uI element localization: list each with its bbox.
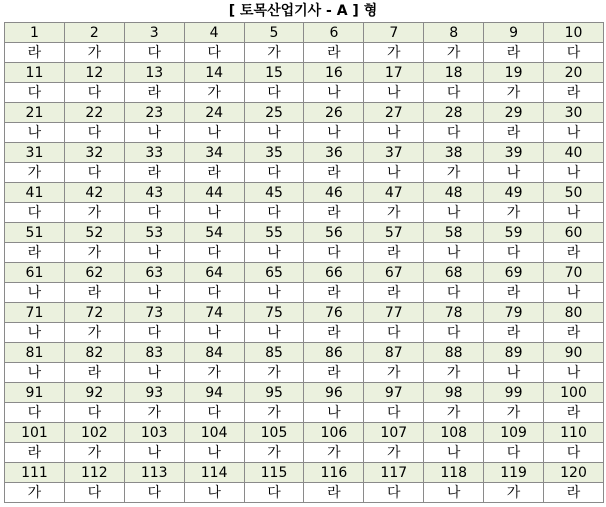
question-number-row xyxy=(5,423,604,443)
question-number-cell: 101 xyxy=(5,423,65,443)
question-number-cell: 68 xyxy=(424,263,484,283)
question-number-cell: 46 xyxy=(304,183,364,203)
question-number-cell: 117 xyxy=(364,463,424,483)
answer-cell: 가 xyxy=(364,443,424,463)
question-number-cell: 69 xyxy=(484,263,544,283)
answer-cell: 나 xyxy=(244,243,304,263)
question-number-cell: 9 xyxy=(484,23,544,43)
answer-cell: 라 xyxy=(544,483,604,503)
question-number-cell: 61 xyxy=(5,263,65,283)
answer-cell: 라 xyxy=(484,323,544,343)
question-number-cell: 17 xyxy=(364,63,424,83)
answer-cell: 다 xyxy=(244,83,304,103)
answer-row xyxy=(5,283,604,303)
answer-cell: 가 xyxy=(244,403,304,423)
answer-cell: 라 xyxy=(304,283,364,303)
answer-cell: 나 xyxy=(364,83,424,103)
question-number-row xyxy=(5,463,604,483)
answer-cell: 라 xyxy=(304,163,364,183)
question-number-cell: 75 xyxy=(244,303,304,323)
answer-cell: 나 xyxy=(544,123,604,143)
question-number-cell: 111 xyxy=(5,463,65,483)
question-number-cell: 56 xyxy=(304,223,364,243)
question-number-cell: 49 xyxy=(484,183,544,203)
answer-cell: 나 xyxy=(124,123,184,143)
answer-cell: 가 xyxy=(64,443,124,463)
answer-cell: 라 xyxy=(184,163,244,183)
answer-cell: 라 xyxy=(484,283,544,303)
question-number-cell: 96 xyxy=(304,383,364,403)
answer-cell: 다 xyxy=(304,243,364,263)
answer-row xyxy=(5,123,604,143)
answer-cell: 다 xyxy=(544,443,604,463)
question-number-cell: 73 xyxy=(124,303,184,323)
question-number-cell: 92 xyxy=(64,383,124,403)
question-number-cell: 57 xyxy=(364,223,424,243)
answer-cell: 라 xyxy=(544,403,604,423)
answer-cell: 가 xyxy=(64,43,124,63)
answer-cell: 다 xyxy=(184,283,244,303)
question-number-cell: 45 xyxy=(244,183,304,203)
question-number-cell: 93 xyxy=(124,383,184,403)
answer-cell: 라 xyxy=(364,283,424,303)
answer-key-table xyxy=(4,22,604,503)
answer-cell: 다 xyxy=(64,123,124,143)
question-number-row xyxy=(5,223,604,243)
answer-cell: 라 xyxy=(304,203,364,223)
question-number-cell: 60 xyxy=(544,223,604,243)
answer-cell: 나 xyxy=(424,243,484,263)
answer-cell: 나 xyxy=(424,443,484,463)
question-number-row xyxy=(5,63,604,83)
answer-cell: 라 xyxy=(544,83,604,103)
question-number-cell: 53 xyxy=(124,223,184,243)
question-number-cell: 120 xyxy=(544,463,604,483)
answer-row xyxy=(5,203,604,223)
question-number-cell: 39 xyxy=(484,143,544,163)
answer-cell: 나 xyxy=(244,123,304,143)
answer-cell: 다 xyxy=(424,323,484,343)
question-number-cell: 29 xyxy=(484,103,544,123)
answer-cell: 나 xyxy=(544,283,604,303)
question-number-cell: 102 xyxy=(64,423,124,443)
answer-cell: 다 xyxy=(124,323,184,343)
answer-cell: 가 xyxy=(484,83,544,103)
question-number-cell: 66 xyxy=(304,263,364,283)
question-number-cell: 91 xyxy=(5,383,65,403)
question-number-cell: 27 xyxy=(364,103,424,123)
answer-cell: 나 xyxy=(184,323,244,343)
answer-cell: 나 xyxy=(124,443,184,463)
answer-cell: 다 xyxy=(544,43,604,63)
answer-row xyxy=(5,403,604,423)
question-number-cell: 97 xyxy=(364,383,424,403)
answer-cell: 나 xyxy=(304,83,364,103)
question-number-cell: 2 xyxy=(64,23,124,43)
answer-cell: 나 xyxy=(304,403,364,423)
question-number-cell: 109 xyxy=(484,423,544,443)
question-number-cell: 15 xyxy=(244,63,304,83)
question-number-row xyxy=(5,263,604,283)
question-number-cell: 88 xyxy=(424,343,484,363)
question-number-cell: 80 xyxy=(544,303,604,323)
question-number-cell: 51 xyxy=(5,223,65,243)
answer-cell: 라 xyxy=(5,43,65,63)
question-number-cell: 90 xyxy=(544,343,604,363)
answer-cell: 나 xyxy=(364,123,424,143)
answer-cell: 다 xyxy=(124,483,184,503)
question-number-cell: 1 xyxy=(5,23,65,43)
question-number-cell: 110 xyxy=(544,423,604,443)
answer-cell: 가 xyxy=(244,363,304,383)
question-number-cell: 12 xyxy=(64,63,124,83)
answer-cell: 다 xyxy=(64,403,124,423)
answer-cell: 가 xyxy=(64,203,124,223)
answer-cell: 다 xyxy=(424,283,484,303)
question-number-cell: 34 xyxy=(184,143,244,163)
question-number-cell: 107 xyxy=(364,423,424,443)
answer-cell: 가 xyxy=(64,243,124,263)
question-number-cell: 14 xyxy=(184,63,244,83)
question-number-cell: 106 xyxy=(304,423,364,443)
answer-cell: 라 xyxy=(364,243,424,263)
question-number-cell: 82 xyxy=(64,343,124,363)
answer-cell: 라 xyxy=(484,123,544,143)
question-number-cell: 81 xyxy=(5,343,65,363)
answer-cell: 다 xyxy=(364,403,424,423)
question-number-cell: 32 xyxy=(64,143,124,163)
answer-cell: 가 xyxy=(184,83,244,103)
question-number-cell: 31 xyxy=(5,143,65,163)
answer-cell: 가 xyxy=(304,443,364,463)
answer-cell: 다 xyxy=(484,443,544,463)
answer-cell: 나 xyxy=(544,163,604,183)
question-number-cell: 22 xyxy=(64,103,124,123)
question-number-cell: 55 xyxy=(244,223,304,243)
answer-cell: 가 xyxy=(244,43,304,63)
answer-cell: 나 xyxy=(244,283,304,303)
question-number-cell: 30 xyxy=(544,103,604,123)
question-number-cell: 112 xyxy=(64,463,124,483)
answer-cell: 나 xyxy=(544,203,604,223)
question-number-cell: 20 xyxy=(544,63,604,83)
answer-cell: 나 xyxy=(424,203,484,223)
answer-cell: 나 xyxy=(124,243,184,263)
answer-cell: 다 xyxy=(364,323,424,343)
question-number-cell: 25 xyxy=(244,103,304,123)
answer-row xyxy=(5,43,604,63)
answer-row xyxy=(5,163,604,183)
question-number-cell: 74 xyxy=(184,303,244,323)
question-number-cell: 79 xyxy=(484,303,544,323)
answer-cell: 나 xyxy=(544,363,604,383)
answer-cell: 다 xyxy=(244,203,304,223)
question-number-cell: 38 xyxy=(424,143,484,163)
question-number-cell: 28 xyxy=(424,103,484,123)
answer-cell: 라 xyxy=(5,443,65,463)
answer-cell: 나 xyxy=(364,163,424,183)
answer-cell: 라 xyxy=(544,323,604,343)
question-number-cell: 116 xyxy=(304,463,364,483)
answer-cell: 다 xyxy=(364,483,424,503)
question-number-cell: 86 xyxy=(304,343,364,363)
answer-cell: 나 xyxy=(124,363,184,383)
question-number-cell: 50 xyxy=(544,183,604,203)
question-number-cell: 5 xyxy=(244,23,304,43)
question-number-cell: 103 xyxy=(124,423,184,443)
answer-cell: 나 xyxy=(184,203,244,223)
question-number-cell: 48 xyxy=(424,183,484,203)
answer-cell: 가 xyxy=(244,443,304,463)
answer-cell: 가 xyxy=(124,403,184,423)
question-number-cell: 13 xyxy=(124,63,184,83)
answer-row xyxy=(5,83,604,103)
question-number-cell: 84 xyxy=(184,343,244,363)
question-number-cell: 36 xyxy=(304,143,364,163)
question-number-cell: 95 xyxy=(244,383,304,403)
question-number-cell: 18 xyxy=(424,63,484,83)
question-number-cell: 63 xyxy=(124,263,184,283)
answer-cell: 가 xyxy=(424,363,484,383)
answer-cell: 나 xyxy=(5,323,65,343)
question-number-cell: 94 xyxy=(184,383,244,403)
question-number-cell: 70 xyxy=(544,263,604,283)
question-number-cell: 72 xyxy=(64,303,124,323)
question-number-cell: 26 xyxy=(304,103,364,123)
question-number-cell: 100 xyxy=(544,383,604,403)
answer-key-title: [ 토목산업기사 - A ] 형 xyxy=(228,3,378,19)
question-number-cell: 58 xyxy=(424,223,484,243)
question-number-cell: 87 xyxy=(364,343,424,363)
question-number-cell: 21 xyxy=(5,103,65,123)
question-number-cell: 115 xyxy=(244,463,304,483)
question-number-cell: 71 xyxy=(5,303,65,323)
answer-cell: 라 xyxy=(5,243,65,263)
question-number-cell: 10 xyxy=(544,23,604,43)
question-number-cell: 37 xyxy=(364,143,424,163)
question-number-row xyxy=(5,303,604,323)
question-number-cell: 113 xyxy=(124,463,184,483)
answer-cell: 라 xyxy=(124,83,184,103)
answer-row xyxy=(5,363,604,383)
answer-cell: 라 xyxy=(64,283,124,303)
question-number-cell: 105 xyxy=(244,423,304,443)
question-number-cell: 119 xyxy=(484,463,544,483)
question-number-cell: 16 xyxy=(304,63,364,83)
answer-cell: 가 xyxy=(364,43,424,63)
answer-cell: 다 xyxy=(244,483,304,503)
question-number-row xyxy=(5,183,604,203)
answer-cell: 나 xyxy=(184,123,244,143)
answer-cell: 가 xyxy=(484,483,544,503)
answer-cell: 가 xyxy=(5,483,65,503)
answer-cell: 가 xyxy=(424,43,484,63)
answer-cell: 라 xyxy=(304,43,364,63)
question-number-cell: 76 xyxy=(304,303,364,323)
answer-cell: 다 xyxy=(5,203,65,223)
answer-cell: 가 xyxy=(424,403,484,423)
answer-cell: 나 xyxy=(124,283,184,303)
question-number-cell: 114 xyxy=(184,463,244,483)
question-number-row xyxy=(5,103,604,123)
answer-cell: 다 xyxy=(64,83,124,103)
question-number-cell: 54 xyxy=(184,223,244,243)
answer-cell: 다 xyxy=(64,483,124,503)
answer-cell: 다 xyxy=(184,43,244,63)
answer-cell: 다 xyxy=(64,163,124,183)
question-number-cell: 85 xyxy=(244,343,304,363)
question-number-cell: 78 xyxy=(424,303,484,323)
answer-cell: 나 xyxy=(5,283,65,303)
answer-cell: 가 xyxy=(364,363,424,383)
question-number-cell: 43 xyxy=(124,183,184,203)
answer-cell: 나 xyxy=(5,363,65,383)
question-number-cell: 67 xyxy=(364,263,424,283)
question-number-cell: 23 xyxy=(124,103,184,123)
question-number-cell: 118 xyxy=(424,463,484,483)
answer-cell: 다 xyxy=(184,403,244,423)
question-number-cell: 77 xyxy=(364,303,424,323)
question-number-cell: 7 xyxy=(364,23,424,43)
question-number-cell: 24 xyxy=(184,103,244,123)
answer-cell: 라 xyxy=(484,43,544,63)
answer-cell: 나 xyxy=(304,123,364,143)
question-number-cell: 42 xyxy=(64,183,124,203)
question-number-cell: 8 xyxy=(424,23,484,43)
question-number-cell: 99 xyxy=(484,383,544,403)
answer-cell: 다 xyxy=(424,83,484,103)
answer-row xyxy=(5,443,604,463)
answer-cell: 가 xyxy=(184,363,244,383)
question-number-cell: 3 xyxy=(124,23,184,43)
question-number-cell: 98 xyxy=(424,383,484,403)
answer-key-body xyxy=(5,23,604,503)
question-number-cell: 104 xyxy=(184,423,244,443)
question-number-cell: 35 xyxy=(244,143,304,163)
question-number-cell: 11 xyxy=(5,63,65,83)
question-number-cell: 108 xyxy=(424,423,484,443)
question-number-cell: 59 xyxy=(484,223,544,243)
answer-cell: 다 xyxy=(424,123,484,143)
question-number-cell: 89 xyxy=(484,343,544,363)
answer-cell: 다 xyxy=(5,403,65,423)
question-number-cell: 40 xyxy=(544,143,604,163)
answer-cell: 다 xyxy=(124,43,184,63)
answer-row xyxy=(5,243,604,263)
question-number-cell: 62 xyxy=(64,263,124,283)
answer-cell: 나 xyxy=(484,363,544,383)
answer-cell: 나 xyxy=(244,323,304,343)
question-number-cell: 44 xyxy=(184,183,244,203)
question-number-cell: 41 xyxy=(5,183,65,203)
question-number-cell: 47 xyxy=(364,183,424,203)
answer-cell: 다 xyxy=(484,243,544,263)
answer-cell: 가 xyxy=(5,163,65,183)
answer-cell: 나 xyxy=(184,443,244,463)
question-number-row xyxy=(5,343,604,363)
answer-cell: 가 xyxy=(484,203,544,223)
question-number-cell: 6 xyxy=(304,23,364,43)
answer-cell: 나 xyxy=(184,483,244,503)
question-number-row xyxy=(5,23,604,43)
answer-cell: 라 xyxy=(64,363,124,383)
answer-cell: 나 xyxy=(484,163,544,183)
question-number-cell: 64 xyxy=(184,263,244,283)
answer-row xyxy=(5,323,604,343)
question-number-cell: 19 xyxy=(484,63,544,83)
answer-cell: 다 xyxy=(5,83,65,103)
question-number-row xyxy=(5,383,604,403)
question-number-cell: 4 xyxy=(184,23,244,43)
answer-cell: 다 xyxy=(124,203,184,223)
answer-cell: 가 xyxy=(64,323,124,343)
answer-row xyxy=(5,483,604,503)
question-number-cell: 65 xyxy=(244,263,304,283)
answer-cell: 라 xyxy=(124,163,184,183)
answer-cell: 라 xyxy=(304,363,364,383)
answer-cell: 라 xyxy=(544,243,604,263)
question-number-row xyxy=(5,143,604,163)
answer-cell: 다 xyxy=(244,163,304,183)
answer-cell: 가 xyxy=(424,163,484,183)
answer-cell: 다 xyxy=(184,243,244,263)
answer-cell: 나 xyxy=(424,483,484,503)
answer-cell: 라 xyxy=(304,323,364,343)
question-number-cell: 83 xyxy=(124,343,184,363)
answer-cell: 가 xyxy=(484,403,544,423)
answer-cell: 나 xyxy=(5,123,65,143)
question-number-cell: 52 xyxy=(64,223,124,243)
answer-cell: 가 xyxy=(364,203,424,223)
question-number-cell: 33 xyxy=(124,143,184,163)
answer-cell: 라 xyxy=(304,483,364,503)
